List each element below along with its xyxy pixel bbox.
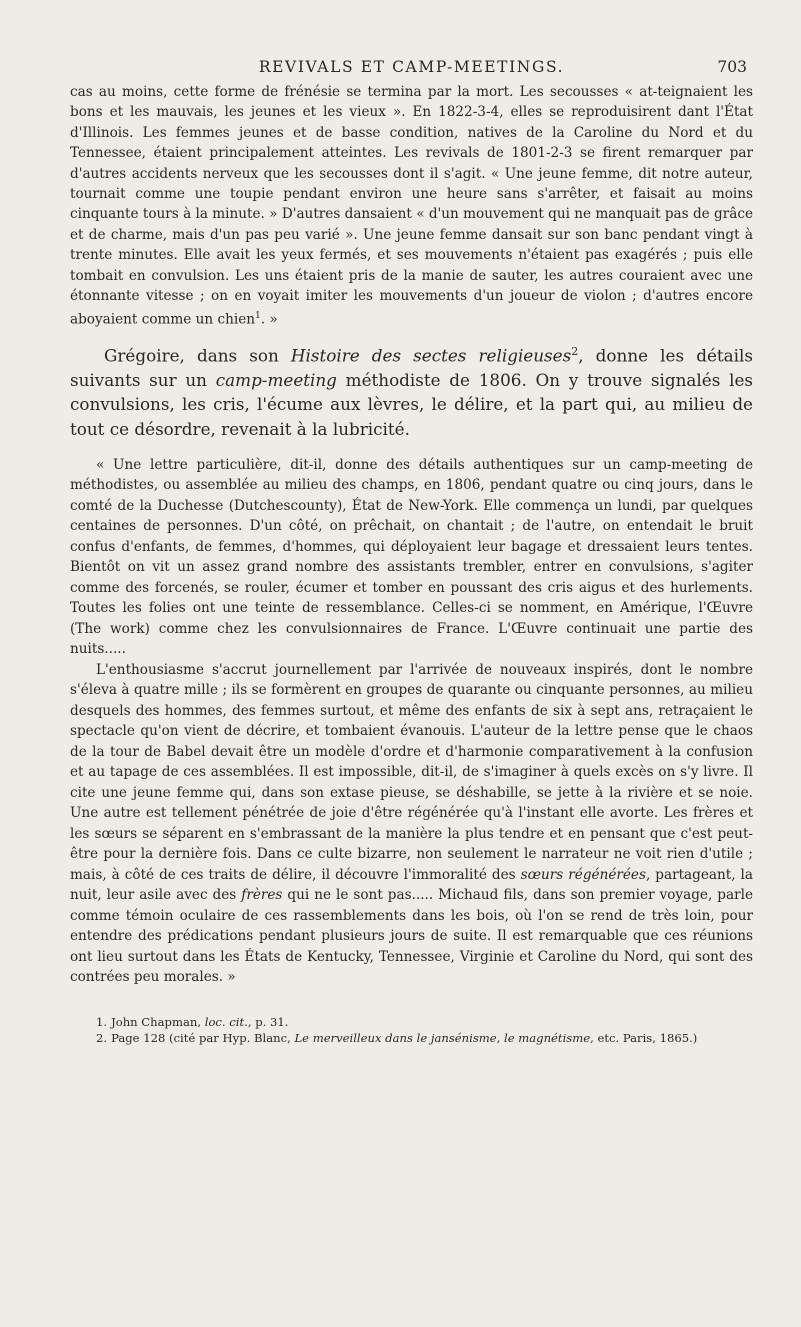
paragraph-1 xyxy=(70,82,753,330)
paragraph-2-tail: méthodiste de 1806. On y trouve signalés les convulsions, les cris, l'écume aux lèvres, le délire, et la part qui, au milieu de tout ce désordre, revenait à la lubricité. xyxy=(70,370,753,439)
paragraph-3-text: « Une lettre particulière, dit-il, donne des détails authentiques sur un camp-meeting de méthodistes, ou assemblée au milieu des champs, en 1806, pendant quatre ou cinq jours, dans le comté de la Duchesse (Dutchescounty), État de New-York. Elle commença un lundi, par quelques centaines de personnes. D'un côté, on prêchait, on chantait ; de l'autre, on entendait le bruit confus d'enfants, de femmes, d'hommes, qui déployaient leur bagage et dressaient leurs tentes. Bientôt on vit un assez grand nombre des assistants trembler, entrer en convulsions, s'agiter comme des forcenés, se rouler, écumer et tomber en poussant des cris aigus et des hurlements. Toutes les folies ont une teinte de ressemblance. Celles-ci se nomment, en Amérique, l'Œuvre (The work) comme chez les convulsionnaires de France. L'Œuvre continuait une partie des nuits..... xyxy=(70,456,753,658)
paragraph-2-lead: Grégoire, dans son xyxy=(104,346,291,366)
body-text xyxy=(70,82,753,988)
paragraph-4-mid: , partageant, la nuit, leur asile avec des xyxy=(70,866,753,904)
footnote-1-lead: John Chapman, xyxy=(111,1014,205,1029)
paragraph-3 xyxy=(70,455,753,660)
paragraph-4-em-2: frères xyxy=(241,887,283,904)
footnotes xyxy=(70,1014,753,1047)
footnote-2-number: 2. xyxy=(96,1031,108,1046)
paragraph-2 xyxy=(70,340,753,440)
book-title: Histoire des sectes religieuses xyxy=(290,346,572,366)
footnote-2-lead: Page 128 (cité par Hyp. Blanc, xyxy=(111,1031,295,1046)
footnote-1-tail: , p. 31. xyxy=(247,1014,289,1029)
paragraph-1-tail: . » xyxy=(260,312,278,328)
page-number: 703 xyxy=(717,58,747,76)
paragraph-2-mid: , donne les détails suivants sur un xyxy=(70,346,753,391)
footnote-1 xyxy=(70,1014,753,1031)
paragraph-4 xyxy=(70,660,753,988)
running-head: REVIVALS ET CAMP-MEETINGS. xyxy=(258,58,565,76)
camp-meeting-term: camp-meeting xyxy=(215,370,337,391)
footnote-1-number: 1. xyxy=(96,1014,108,1029)
footnote-2 xyxy=(70,1030,753,1047)
footnote-1-em: loc. cit. xyxy=(204,1014,248,1029)
paragraph-4-lead: L'enthousiasme s'accrut journellement par l'arrivée de nouveaux inspirés, dont le nombre s'éleva à quatre mille ; ils se formèrent en groupes de quarante ou cinquante personnes, au milieu desquels des hommes, des femmes surtout, et même des enfants de six à sept ans, retraçaient le spectacle qu'on vient de décrire, et tombaient évanouis. L'auteur de la lettre pense que le chaos de la tour de Babel devait être un modèle d'ordre et d'harmonie comparativement à la confusion et au tapage de ces assemblées. Il est impossible, dit-il, de s'imaginer à quels excès on s'y livre. Il cite une jeune femme qui, dans son extase pieuse, se déshabille, se jette à la rivière et se noie. Une autre est tellement pénétrée de joie d'être régénérée qu'à l'instant elle avorte. Les frères et les sœurs se séparent en s'embrassant de la manière la plus tendre et en pensant que c'est peut-être pour la dernière fois. Dans ce culte bizarre, non seulement le narrateur ne voit rien d'utile ; mais, à côté de ces traits de délire, il découvre l'immoralité des xyxy=(70,661,753,883)
paragraph-1-text: cas au moins, cette forme de frénésie se termina par la mort. Les secousses « at-teignaient les bons et les mauvais, les jeunes et les vieux ». En 1822-3-4, elles se reproduisirent dant l'État d'Illinois. Les femmes jeunes et de basse condition, natives de la Caroline du Nord et du Tennessee, étaient principalement atteintes. Les revivals de 1801-2-3 se firent remarquer par d'autres accidents nerveux que les secousses dont il s'agit. « Une jeune femme, dit notre auteur, tournait comme une toupie pendant environ une heure sans s'arrêter, et faisait au moins cinquante tours à la minute. » D'autres dansaient « d'un mouvement qui ne manquait pas de grâce et de charme, mais d'un pas peu varié ». Une jeune femme dansait sur son banc pendant vingt à trente minutes. Elle avait les yeux fermés, et ses mouvements n'étaient pas exagérés ; puis elle tombait en convulsion. Les uns étaient pris de la manie de sauter, les autres couraient avec une étonnante vitesse ; on en voyait imiter les mouvements d'un joueur de violon ; d'autres encore aboyaient comme un chien xyxy=(70,84,753,328)
paragraph-4-em-1: sœurs régénérées xyxy=(520,866,646,883)
footnote-ref-1: 1 xyxy=(255,311,261,322)
paragraph-4-tail: qui ne le sont pas..... Michaud fils, dans son premier voyage, parle comme témoin oculaire de ces rassemblements dans les bois, où l'on se rend de très loin, pour entendre des prédications pendant plusieurs jours de suite. Il est remarquable que ces réunions ont lieu surtout dans les États de Kentucky, Tennessee, Virginie et Caroline du Nord, qui sont des contrées peu morales. » xyxy=(70,887,753,986)
footnote-2-em: Le merveilleux dans le jansénisme, le magnétisme xyxy=(294,1031,591,1046)
footnote-ref-2: 2 xyxy=(571,345,579,359)
page-header xyxy=(70,58,753,82)
footnote-2-tail: , etc. Paris, 1865.) xyxy=(590,1031,698,1046)
